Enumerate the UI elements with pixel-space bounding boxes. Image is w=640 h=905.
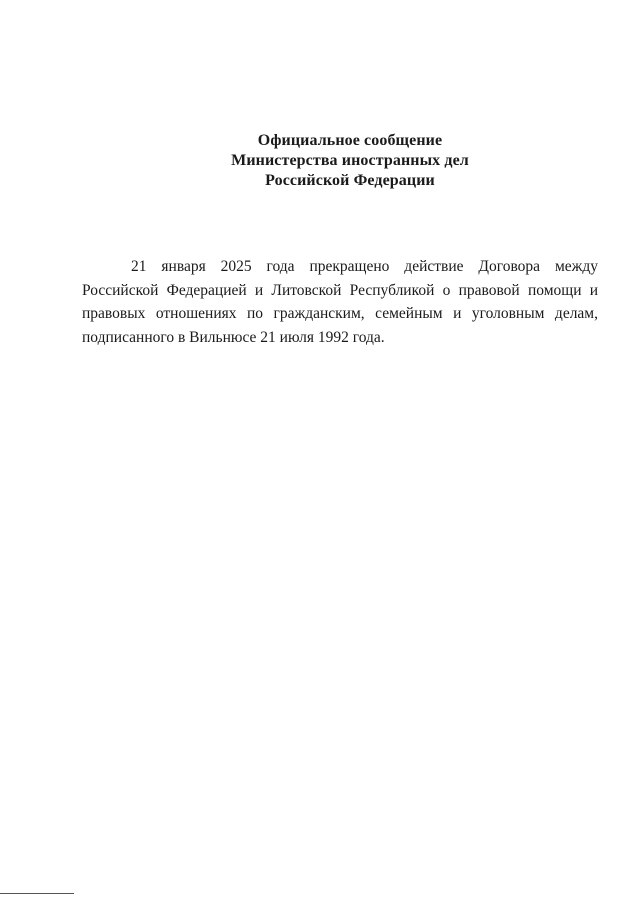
document-header [0, 131, 640, 191]
header-line-1: Официальное сообщение [257, 132, 443, 149]
body-paragraph: 21 января 2025 года прекращено действие Договора между Российской Федерацией и Литовской Республикой о правовой помощи и правовых отношениях по гражданским, семейным и уголовным делам, подписанного в Вильнюсе 21 июля 1992 года. [82, 258, 598, 346]
footer-divider [0, 893, 74, 894]
header-line-3: Российской Федерации [265, 172, 435, 189]
header-line-2: Министерства иностранных дел [231, 152, 469, 169]
